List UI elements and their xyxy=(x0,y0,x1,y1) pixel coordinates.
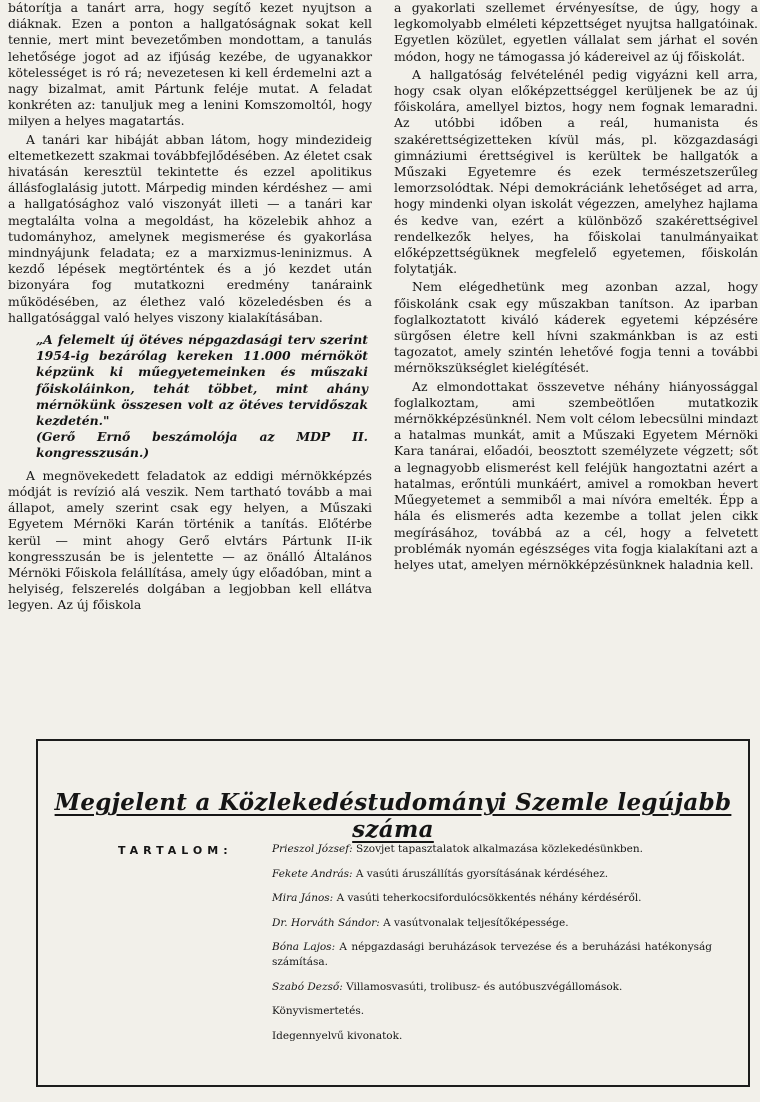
article-paragraph: a gyakorlati szellemet érvényesítse, de úgy, hogy a legkomolyabb elméleti képzettséget nyujtsa hallgatóinak. Egyetlen közület, egyetlen vállalat sem járhat el sovén módon, hogy ne támogassa jó kádereivel az új főiskolát. xyxy=(394,0,758,64)
quote-source: (Gerő Ernő beszámolója az MDP II. kongresszusán.) xyxy=(36,429,368,461)
toc-title: A vasútvonalak teljesítőképessége. xyxy=(383,916,569,929)
toc-author: Fekete András: xyxy=(272,867,353,880)
toc-entry xyxy=(272,1004,712,1019)
toc-title: A vasúti teherkocsifordulócsökkentés néhány kérdéséről. xyxy=(336,892,642,904)
toc-entry xyxy=(272,916,712,931)
toc-author: Szabó Dezső: xyxy=(272,980,343,993)
article-paragraph: A hallgatóság felvételénél pedig vigyázni kell arra, hogy csak olyan előképzettséggel kerüljenek be az új főiskolára, amellyel biztos, hogy nem fognak lemaradni. Az utóbbi időben a reál, humanista és szakérettségizetteken kívül más, pl. közgazdasági gimnáziumi érettségivel is kerültek be hallgatók a Műszaki Egyetemre és ezek természetszerűleg lemorzsolódtak. Népi demokráciánk lehetőséget ad arra, hogy mindenki olyan iskolát végezzen, amelyhez hajlama és kedve van, ezért a különböző szakérettségivel rendelkezők helyes, ha főiskolai tanulmányaikat előképzettségüknek megfelelő egyetemen, főiskolán folytatják. xyxy=(394,66,758,277)
toc-label: TARTALOM: xyxy=(118,844,233,857)
toc-author: Mira János: xyxy=(272,892,334,904)
toc-title: Szovjet tapasztalatok alkalmazása közlekedésünkben. xyxy=(356,843,643,855)
toc-author: Dr. Horváth Sándor: xyxy=(272,916,380,929)
toc-author: Prieszol József: xyxy=(272,843,353,855)
toc-title: A népgazdasági beruházások tervezése és a beruházási hatékonyság számítása. xyxy=(272,941,712,968)
advert-heading: Megjelent a Közlekedéstudományi Szemle legújabb száma xyxy=(54,789,732,843)
article-paragraph: bátorítja a tanárt arra, hogy segítő kezet nyujtson a diáknak. Ezen a ponton a hallgatóságnak sokat kell tennie, mert mint bevezetőmben mondottam, a tanulás lehetősége jogot ad az ifjúság kezébe, de ugyanakkor kötelességet is ró rá; nevezetesen ki kell érdemelni azt a nagy bizalmat, amit Pártunk feléje mutat. A feladat konkréten az: tanuljuk meg a lenini Komszomoltól, hogy milyen a helyes magatartás. xyxy=(8,0,372,129)
article-paragraph: Az elmondottakat összevetve néhány hiányossággal foglalkoztam, ami szembeötlően mutatkozik mérnökképzésünknél. Nem volt célom lebecsülni mindazt a hatalmas munkát, amit a Műszaki Egyetem Mérnöki Kara tanárai, előadói, beosztott személyzete végzett; sőt a legnagyobb elismerést kell feléjük hangoztatni azért a hatalmas, erőntúli munkáért, amivel a romokban hevert Műegyetemet a semmiből a mai nívóra emelték. Épp a hála és elismerés adta kezembe a tollat jelen cikk megírásához, továbbá az a cél, hogy a felvetett problémák nyomán egészséges vita fogja kialakítani azt a helyes utat, amelyen mérnökképzésünknek haladnia kell. xyxy=(394,378,758,572)
article-paragraph: A tanári kar hibáját abban látom, hogy mindezideig eltemetkezett szakmai továbbfejlődésében. Az életet csak hivatásán keresztül tekintette és ezzel apolitikus állásfoglalásig jutott. Márpedig minden kérdéshez — ami a hallgatósághoz való viszonyát illeti — a tanári kar megtalálta volna a megoldást, ha közelebik ahhoz a tudományhoz, amelynek megismerése és gyakorlása mindnyájunk feladata; ez a marxizmus-leninizmus. A kezdő lépések megtörténtek és a jó kezdet után bizonyára fog mutatkozni eredmény tanáraink működésében, az élethez való közeledésben és a hallgatósággal való helyes viszony kialakításában. xyxy=(8,131,372,325)
quote-text: „A felemelt új ötéves népgazdasági terv szerint 1954-ig bezárólag kereken 11.000 mérnököt képzünk ki műegyetemeinken és műszaki főiskoláinkon, tehát többet, mint ahány mérnökünk összesen volt az ötéves tervidőszak kezdetén." xyxy=(36,332,368,429)
article-paragraph: Nem elégedhetünk meg azonban azzal, hogy főiskolánk csak egy műszakban tanítson. Az iparban foglalkoztatott kiváló káderek egyetemi képzésére sürgősen életre kell hívni szakmánkban is az esti tagozatot, amely szintén lehetővé fogja tenni a további mérnökszükséglet kielégítését. xyxy=(394,279,758,376)
toc-entry xyxy=(272,940,712,970)
toc-entry xyxy=(272,1029,712,1044)
right-column xyxy=(394,0,758,573)
pull-quote xyxy=(8,332,372,462)
toc-title: Idegennyelvű kivonatok. xyxy=(272,1029,403,1042)
toc-title: Villamosvasúti, trolibusz- és autóbuszvégállomások. xyxy=(346,980,623,993)
advertisement-box xyxy=(36,739,750,1087)
toc-author: Bóna Lajos: xyxy=(272,941,336,953)
left-column xyxy=(8,0,372,614)
toc-entry xyxy=(272,867,712,882)
toc-title: Könyvismertetés. xyxy=(272,1005,365,1017)
article-paragraph: A megnövekedett feladatok az eddigi mérnökképzés módját is revízió alá veszik. Nem tartható tovább a mai állapot, amely szerint csak egy helyen, a Műszaki Egyetem Mérnöki Karán történik a tanítás. Előtérbe kerül — mint ahogy Gerő elvtárs Pártunk II-ik kongresszusán be is jelentette — az önálló Általános Mérnöki Főiskola felállítása, amely úgy előadóban, mint a helyiség, felszerelés dolgában a legjobban kell ellátva legyen. Az új főiskola xyxy=(8,467,372,613)
toc-title: A vasúti áruszállítás gyorsításának kérdéséhez. xyxy=(355,867,609,880)
table-of-contents xyxy=(272,842,712,1053)
article-columns xyxy=(8,0,756,720)
toc-entry xyxy=(272,891,712,906)
toc-entry xyxy=(272,842,712,857)
toc-entry xyxy=(272,980,712,995)
